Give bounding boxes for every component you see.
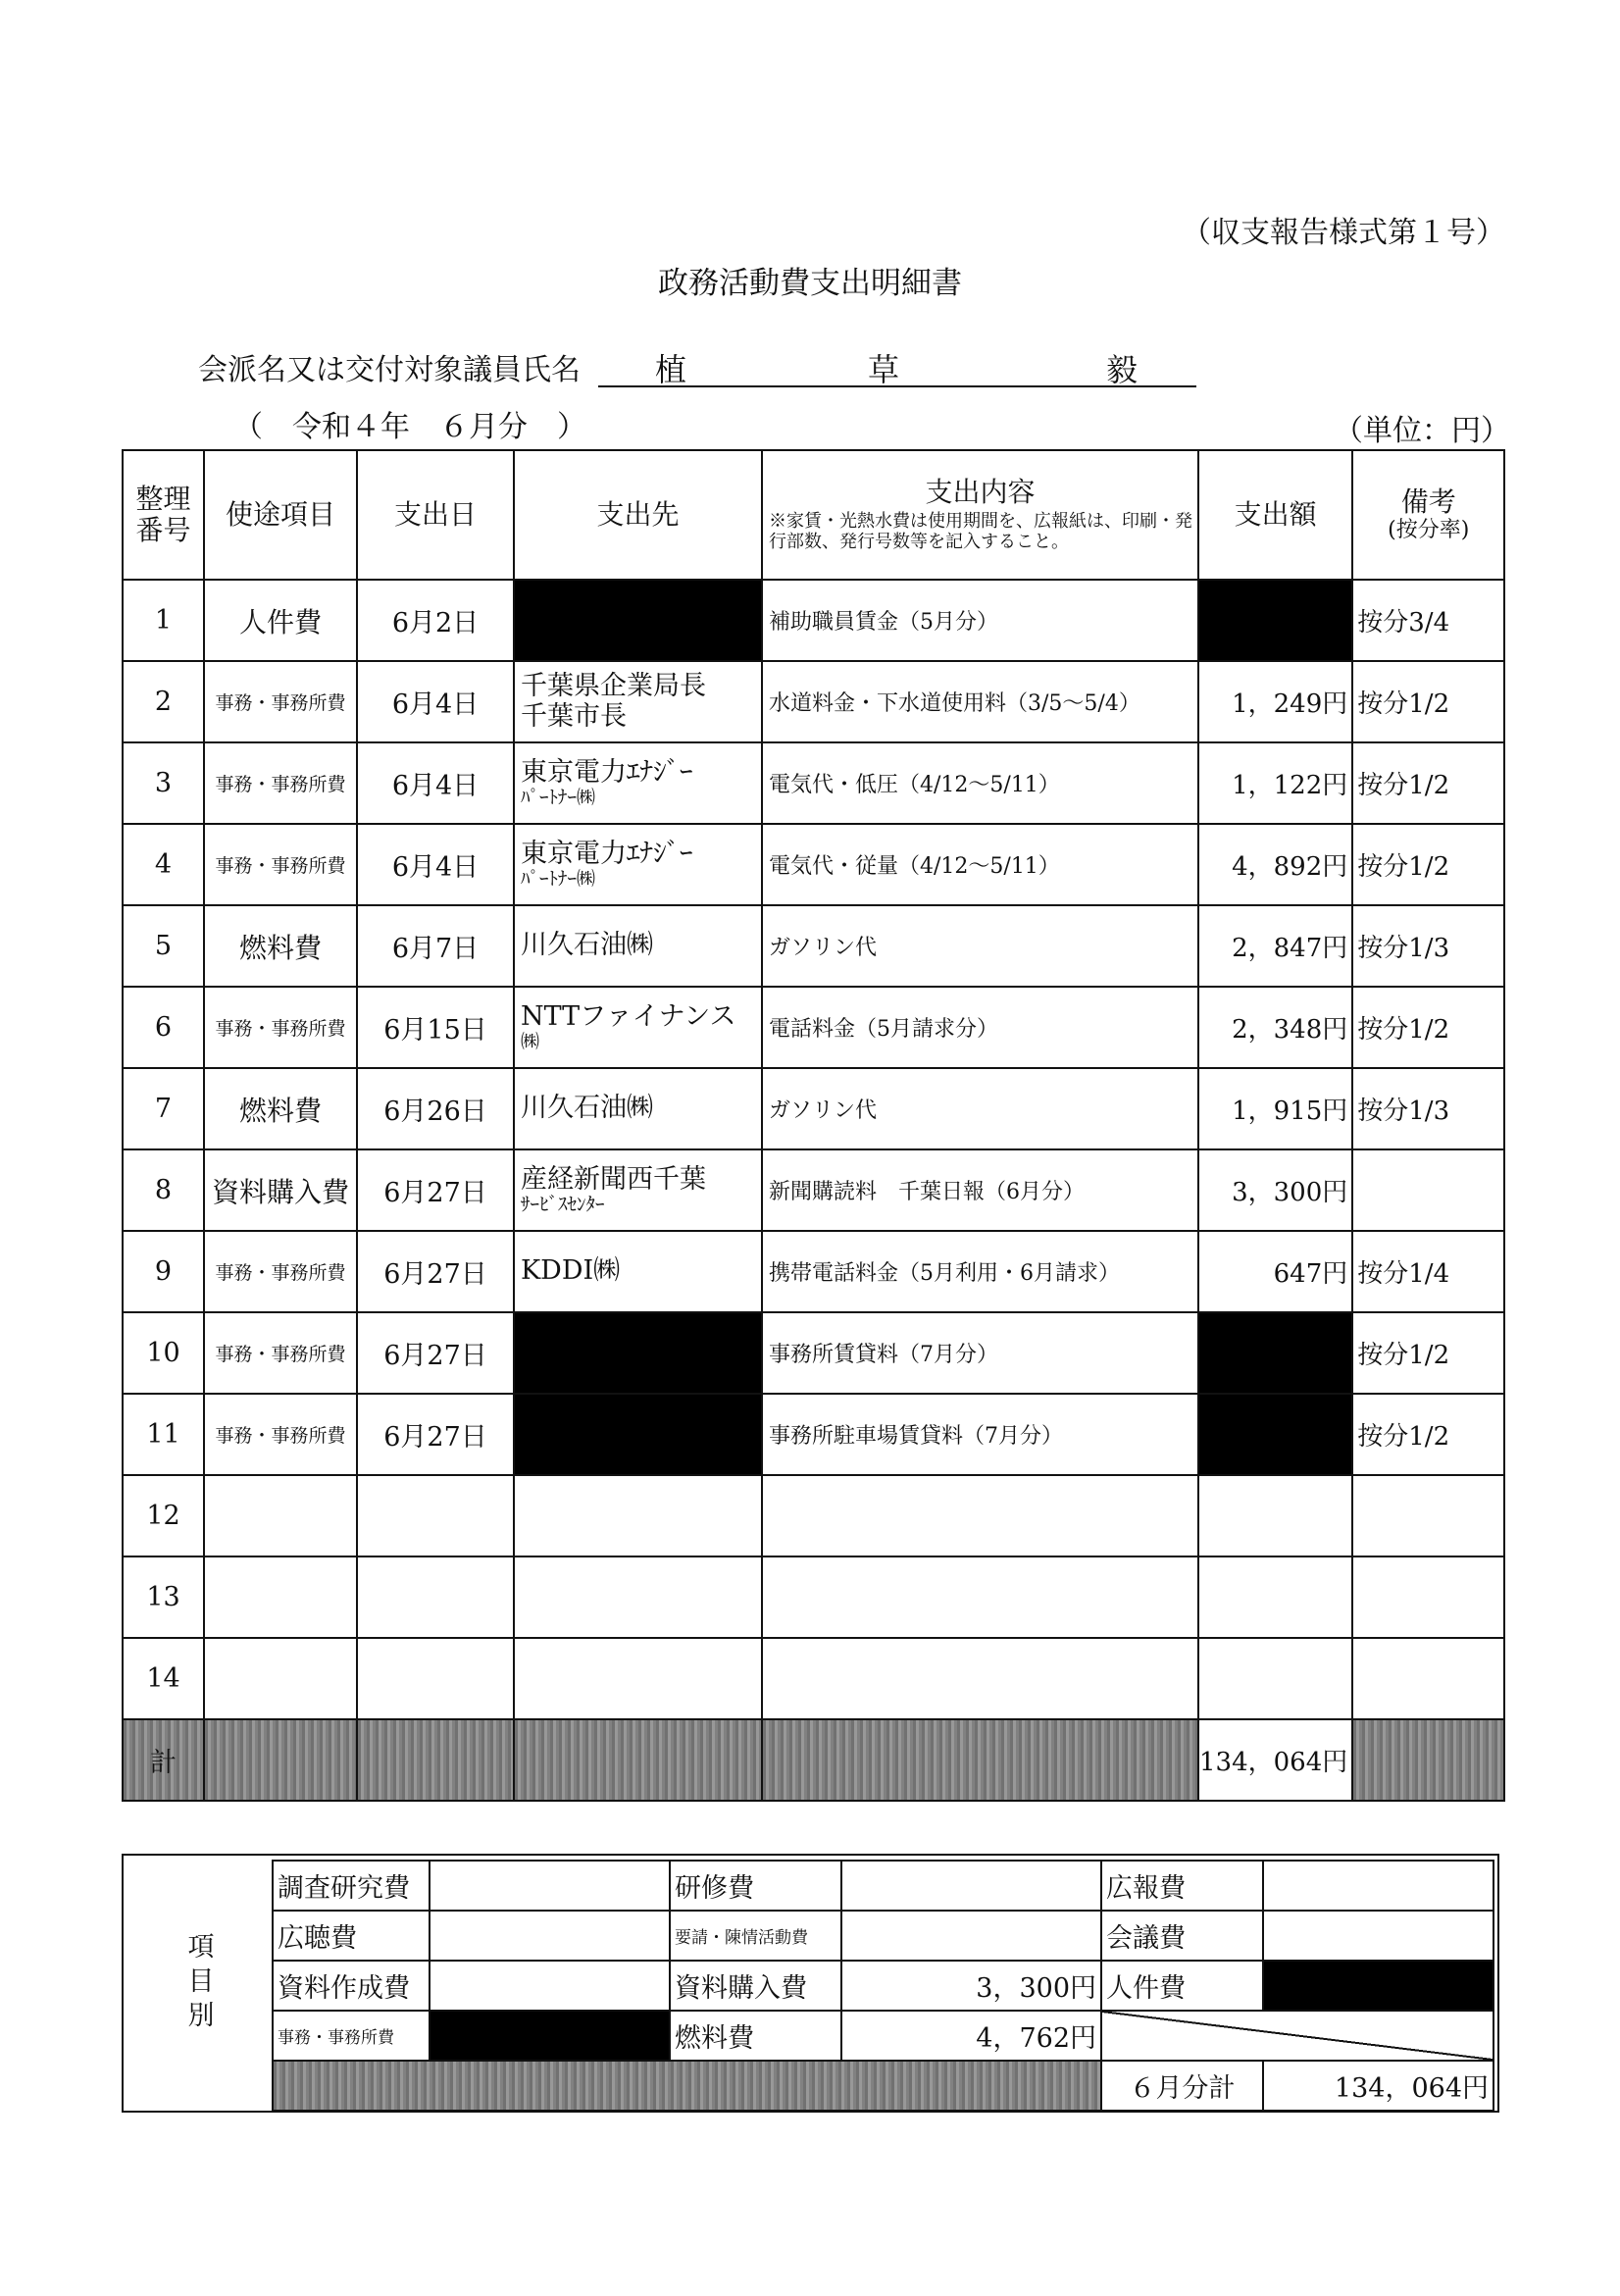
row-number: 2 (123, 661, 204, 742)
table-row (123, 1231, 1504, 1312)
row-note (1352, 1149, 1504, 1231)
total-label: 計 (123, 1719, 204, 1801)
row-payee-redacted (514, 1312, 762, 1394)
row-payee (514, 987, 762, 1068)
row-note: 按分1/2 (1352, 1394, 1504, 1475)
summary-diagonal-cell (1101, 2011, 1493, 2061)
table-row (123, 987, 1504, 1068)
row-payee-redacted (514, 1394, 762, 1475)
row-amount: 1，122円 (1198, 742, 1352, 824)
table-row (123, 1149, 1504, 1231)
row-number: 12 (123, 1475, 204, 1556)
summary-shade (273, 2061, 1101, 2111)
table-row (123, 905, 1504, 987)
row-payee (514, 1475, 762, 1556)
row-payee-sub: ﾊﾟｰﾄﾅｰ㈱ (521, 867, 596, 890)
total-shade (762, 1719, 1198, 1801)
row-note (1352, 1475, 1504, 1556)
row-amount-redacted (1198, 1394, 1352, 1475)
row-date (357, 1638, 514, 1719)
row-content: 電話料金（5月請求分） (762, 987, 1198, 1068)
row-note: 按分1/4 (1352, 1231, 1504, 1312)
row-content: 事務所賃貸料（7月分） (762, 1312, 1198, 1394)
summary-value: 3，300円 (841, 1961, 1101, 2011)
row-date: 6月15日 (357, 987, 514, 1068)
row-use: 事務・事務所費 (204, 661, 357, 742)
row-content: 水道料金・下水道使用料（3/5～5/4） (762, 661, 1198, 742)
unit-label: （単位：円） (1334, 414, 1510, 448)
row-use: 事務・事務所費 (204, 1231, 357, 1312)
header-content-note: ※家賃・光熱水費は使用期間を、広報紙は、印刷・発行部数、発行号数等を記入すること。 (769, 510, 1192, 553)
row-content: 事務所駐車場賃貸料（7月分） (762, 1394, 1198, 1475)
table-row (123, 1638, 1504, 1719)
summary-value: 4，762円 (841, 2011, 1101, 2061)
row-note: 按分1/2 (1352, 661, 1504, 742)
summary-value (1263, 1911, 1493, 1961)
summary-label: 要請・陳情活動費 (670, 1911, 841, 1961)
row-use: 資料購入費 (204, 1149, 357, 1231)
row-note: 按分1/2 (1352, 1312, 1504, 1394)
row-payee (514, 905, 762, 987)
row-use: 事務・事務所費 (204, 742, 357, 824)
total-amount: 134，064円 (1198, 1719, 1352, 1801)
row-date (357, 1556, 514, 1638)
row-payee-sub: ﾊﾟｰﾄﾅｰ㈱ (521, 786, 596, 808)
member-name-part-2: 草 (868, 351, 900, 388)
row-date: 6月27日 (357, 1231, 514, 1312)
row-amount: 2，348円 (1198, 987, 1352, 1068)
summary-label: 資料購入費 (670, 1961, 841, 2011)
table-row (123, 1068, 1504, 1149)
row-amount: 647円 (1198, 1231, 1352, 1312)
row-payee-redacted (514, 580, 762, 661)
row-date: 6月4日 (357, 661, 514, 742)
header-no: 整理番号 (123, 450, 204, 580)
row-content: 携帯電話料金（5月利用・6月請求） (762, 1231, 1198, 1312)
summary-label: 燃料費 (670, 2011, 841, 2061)
row-amount: 1，249円 (1198, 661, 1352, 742)
row-content: 電気代・低圧（4/12～5/11） (762, 742, 1198, 824)
row-payee (514, 1638, 762, 1719)
row-date (357, 1475, 514, 1556)
row-amount: 2，847円 (1198, 905, 1352, 987)
member-name-part-3: 毅 (1106, 351, 1139, 388)
summary-table (272, 1860, 1494, 2112)
row-use: 事務・事務所費 (204, 824, 357, 905)
row-number: 8 (123, 1149, 204, 1231)
row-use (204, 1638, 357, 1719)
row-number: 7 (123, 1068, 204, 1149)
summary-side-label (124, 1856, 273, 2111)
monthly-total-label: ６月分計 (1101, 2061, 1263, 2111)
row-number: 10 (123, 1312, 204, 1394)
header-date: 支出日 (357, 450, 514, 580)
row-content: 補助職員賃金（5月分） (762, 580, 1198, 661)
row-use (204, 1556, 357, 1638)
row-use: 人件費 (204, 580, 357, 661)
row-use (204, 1475, 357, 1556)
table-row (123, 824, 1504, 905)
header-content (762, 450, 1198, 580)
row-content: 新聞購読料 千葉日報（6月分） (762, 1149, 1198, 1231)
row-amount (1198, 1556, 1352, 1638)
summary-label: 会議費 (1101, 1911, 1263, 1961)
row-payee-sub: ㈱ (521, 1030, 540, 1052)
row-date: 6月7日 (357, 905, 514, 987)
row-use: 事務・事務所費 (204, 1312, 357, 1394)
table-row (123, 580, 1504, 661)
summary-value (430, 1961, 670, 2011)
total-shade (204, 1719, 357, 1801)
row-amount: 1，915円 (1198, 1068, 1352, 1149)
row-payee (514, 824, 762, 905)
row-content: 電気代・従量（4/12～5/11） (762, 824, 1198, 905)
table-row (123, 1312, 1504, 1394)
row-use: 燃料費 (204, 1068, 357, 1149)
summary-value (1263, 1861, 1493, 1911)
row-payee (514, 1149, 762, 1231)
row-payee (514, 1068, 762, 1149)
table-row (123, 1475, 1504, 1556)
summary-side-text: 項目別 (182, 1931, 214, 2035)
row-number: 3 (123, 742, 204, 824)
header-payee: 支出先 (514, 450, 762, 580)
row-use: 事務・事務所費 (204, 987, 357, 1068)
row-payee-name: 産経新聞西千葉 (521, 1163, 706, 1195)
member-name-part-1: 植 (655, 351, 687, 388)
row-amount (1198, 1638, 1352, 1719)
table-row (123, 1556, 1504, 1638)
row-date: 6月2日 (357, 580, 514, 661)
row-amount (1198, 1475, 1352, 1556)
row-content (762, 1475, 1198, 1556)
header-note-label: 備考 (1400, 485, 1456, 519)
summary-label: 広聴費 (273, 1911, 430, 1961)
summary-redacted-value (1263, 1961, 1493, 2011)
summary-value (841, 1911, 1101, 1961)
row-content: ガソリン代 (762, 1068, 1198, 1149)
row-note (1352, 1638, 1504, 1719)
row-payee-name: 川久石油㈱ (521, 930, 653, 961)
row-date: 6月27日 (357, 1312, 514, 1394)
row-number: 13 (123, 1556, 204, 1638)
header-note-sub: (按分率) (1388, 518, 1470, 543)
total-shade (1352, 1719, 1504, 1801)
table-row (123, 742, 1504, 824)
row-payee (514, 1231, 762, 1312)
row-date: 6月27日 (357, 1149, 514, 1231)
form-number: （収支報告様式第１号） (1182, 216, 1505, 250)
member-label: 会派名又は交付対象議員氏名 (198, 353, 581, 387)
monthly-total-value: 134，064円 (1263, 2061, 1493, 2111)
row-use: 燃料費 (204, 905, 357, 987)
row-payee-name: 千葉県企業局長 千葉市長 (521, 671, 706, 732)
summary-value (430, 1861, 670, 1911)
row-note: 按分1/2 (1352, 824, 1504, 905)
row-date: 6月4日 (357, 742, 514, 824)
summary-value (430, 1911, 670, 1961)
row-note: 按分1/2 (1352, 987, 1504, 1068)
summary-redacted-value (430, 2011, 670, 2061)
row-payee-name: 東京電力ｴﾅｼﾞｰ (521, 756, 693, 788)
table-row (123, 1394, 1504, 1475)
total-shade (514, 1719, 762, 1801)
row-amount-redacted (1198, 580, 1352, 661)
document-title: 政務活動費支出明細書 (658, 266, 962, 301)
row-note: 按分1/2 (1352, 742, 1504, 824)
row-amount: 4，892円 (1198, 824, 1352, 905)
row-amount-redacted (1198, 1312, 1352, 1394)
summary-label: 研修費 (670, 1861, 841, 1911)
row-payee-name: NTTファイナンス (521, 1000, 736, 1032)
header-use: 使途項目 (204, 450, 357, 580)
row-number: 11 (123, 1394, 204, 1475)
summary-value (841, 1861, 1101, 1911)
row-date: 6月27日 (357, 1394, 514, 1475)
row-payee (514, 742, 762, 824)
row-number: 1 (123, 580, 204, 661)
row-number: 6 (123, 987, 204, 1068)
summary-label: 調査研究費 (273, 1861, 430, 1911)
row-payee-name: KDDI㈱ (521, 1255, 621, 1287)
summary-label: 広報費 (1101, 1861, 1263, 1911)
row-payee-name: 川久石油㈱ (521, 1093, 653, 1124)
row-content: ガソリン代 (762, 905, 1198, 987)
summary-label: 資料作成費 (273, 1961, 430, 2011)
row-payee (514, 661, 762, 742)
row-content (762, 1638, 1198, 1719)
header-amount: 支出額 (1198, 450, 1352, 580)
row-date: 6月4日 (357, 824, 514, 905)
row-payee-sub: ｻｰﾋﾞｽｾﾝﾀｰ (521, 1193, 605, 1215)
summary-label: 事務・事務所費 (273, 2011, 430, 2061)
expense-table (122, 449, 1505, 1802)
row-date: 6月26日 (357, 1068, 514, 1149)
row-number: 9 (123, 1231, 204, 1312)
row-amount: 3，300円 (1198, 1149, 1352, 1231)
row-number: 5 (123, 905, 204, 987)
header-note (1352, 450, 1504, 580)
name-underline (598, 385, 1196, 387)
row-use: 事務・事務所費 (204, 1394, 357, 1475)
row-note: 按分1/3 (1352, 905, 1504, 987)
table-row (123, 661, 1504, 742)
row-note: 按分1/3 (1352, 1068, 1504, 1149)
row-note: 按分3/4 (1352, 580, 1504, 661)
row-payee-name: 東京電力ｴﾅｼﾞｰ (521, 838, 693, 869)
header-content-label: 支出内容 (925, 476, 1036, 509)
total-shade (357, 1719, 514, 1801)
row-number: 4 (123, 824, 204, 905)
row-content (762, 1556, 1198, 1638)
row-payee (514, 1556, 762, 1638)
row-note (1352, 1556, 1504, 1638)
summary-label: 人件費 (1101, 1961, 1263, 2011)
period: （ 令和４年 ６月分 ） (233, 410, 586, 444)
row-number: 14 (123, 1638, 204, 1719)
